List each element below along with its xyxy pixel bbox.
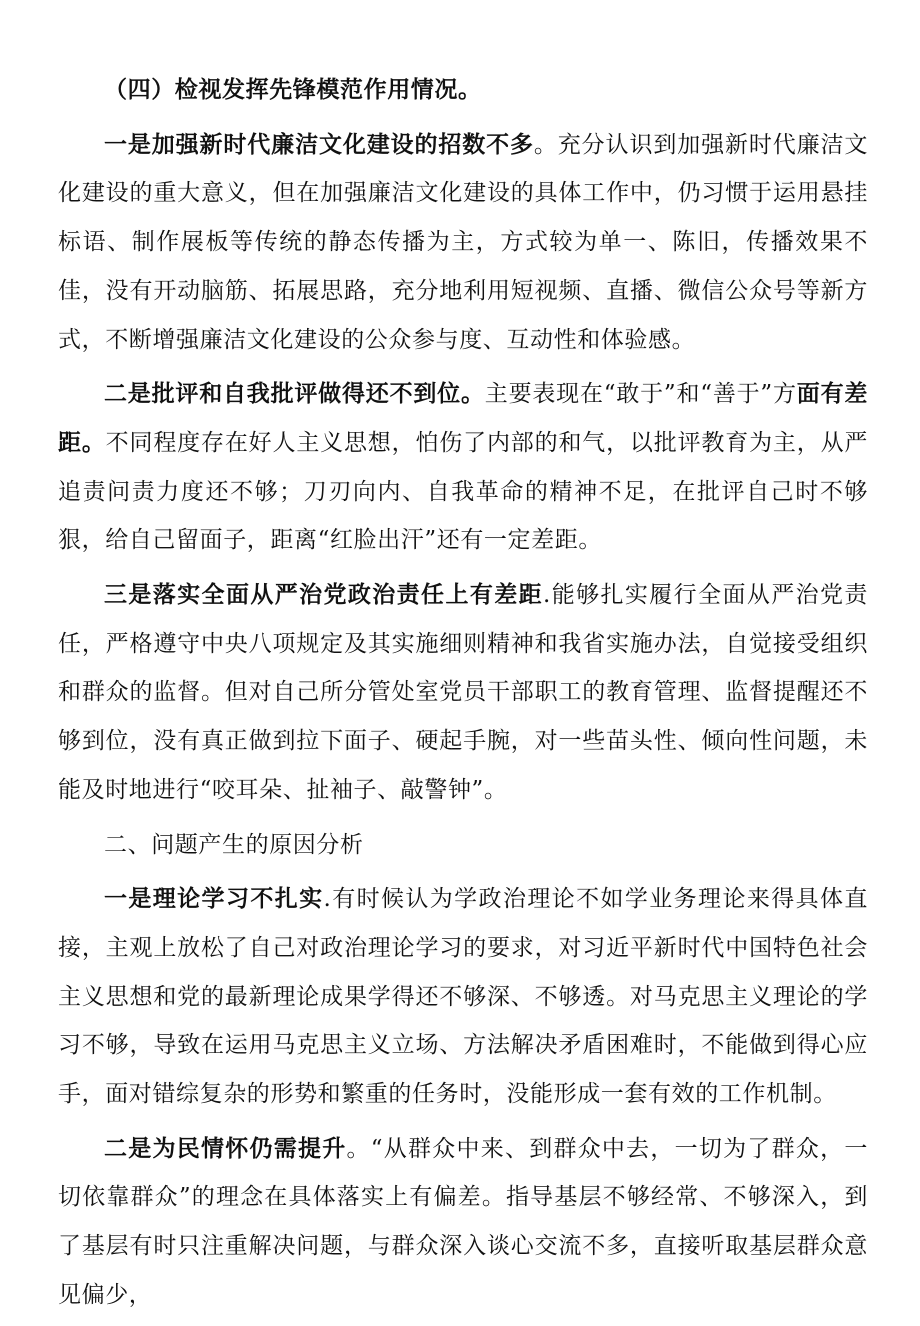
section-heading-2: 二、问题产生的原因分析 bbox=[104, 831, 364, 858]
paragraph-2-body-c: 不同程度存在好人主义思想，怕伤了内部的和气，以批评教育为主，从严追责问责力度还不够；刀刃向内、自我革命的精神不足，在批评自己时不够狠，给自己留面子，距离“红脸出汗”还有一定差距。 bbox=[58, 429, 869, 554]
paragraph-5-body: 。“从群众中来、到群众中去，一切为了群众，一切依靠群众”的理念在具体落实上有偏差。指导基层不够经常、不够深入，到了基层有时只注重解决问题，与群众深入谈心交流不多，直接听取基层群众意见偏少， bbox=[58, 1135, 868, 1308]
paragraph-2-body-a: 主要表现在“敢于”和“善于”方 bbox=[484, 381, 797, 408]
paragraph-4 bbox=[58, 875, 868, 1119]
paragraph-4-lead: 一是理论学习不扎实 bbox=[104, 886, 324, 913]
paragraph-5 bbox=[58, 1125, 868, 1320]
paragraph-2-bold-b: 面有差距。 bbox=[58, 381, 868, 456]
paragraph-1 bbox=[58, 121, 868, 365]
paragraph-2-lead: 二是批评和自我批评做得还不到位。 bbox=[104, 381, 485, 408]
section-heading-4: （四）检视发挥先锋模范作用情况。 bbox=[104, 77, 482, 103]
paragraph-3 bbox=[58, 571, 868, 815]
paragraph-2 bbox=[58, 370, 868, 565]
document-body bbox=[58, 66, 868, 1326]
paragraph-1-body: 。充分认识到加强新时代廉洁文化建设的重大意义，但在加强廉洁文化建设的具体工作中，仍习惯于运用悬挂标语、制作展板等传统的静态传播为主，方式较为单一、陈旧，传播效果不佳，没有开动脑筋、拓展思路，充分地利用短视频、直播、微信公众号等新方式，不断增强廉洁文化建设的公众参与度、互动性和体验感。 bbox=[58, 131, 868, 353]
paragraph-5-lead: 二是为民情怀仍需提升 bbox=[104, 1135, 347, 1162]
paragraph-1-lead: 一是加强新时代廉洁文化建设的招数不多 bbox=[104, 131, 534, 158]
paragraph-4-body: .有时候认为学政治理论不如学业务理论来得具体直接，主观上放松了自己对政治理论学习的要求，对习近平新时代中国特色社会主义思想和党的最新理论成果学得还不够深、不够透。对马克思主义理论的学习不够，导致在运用马克思主义立场、方法解决矛盾困难时，不能做到得心应手，面对错综复杂的形势和繁重的任务时，没能形成一套有效的工作机制。 bbox=[58, 886, 868, 1108]
paragraph-3-lead: 三是落实全面从严治党政治责任上有差距 bbox=[104, 582, 544, 609]
paragraph-3-body: .能够扎实履行全面从严治党责任，严格遵守中央八项规定及其实施细则精神和我省实施办法，自觉接受组织和群众的监督。但对自己所分管处室党员干部职工的教育管理、监督提醒还不够到位，没有真正做到拉下面子、硬起手腕，对一些苗头性、倾向性问题，未能及时地进行“咬耳朵、扯袖子、敲警钟”。 bbox=[58, 582, 868, 803]
